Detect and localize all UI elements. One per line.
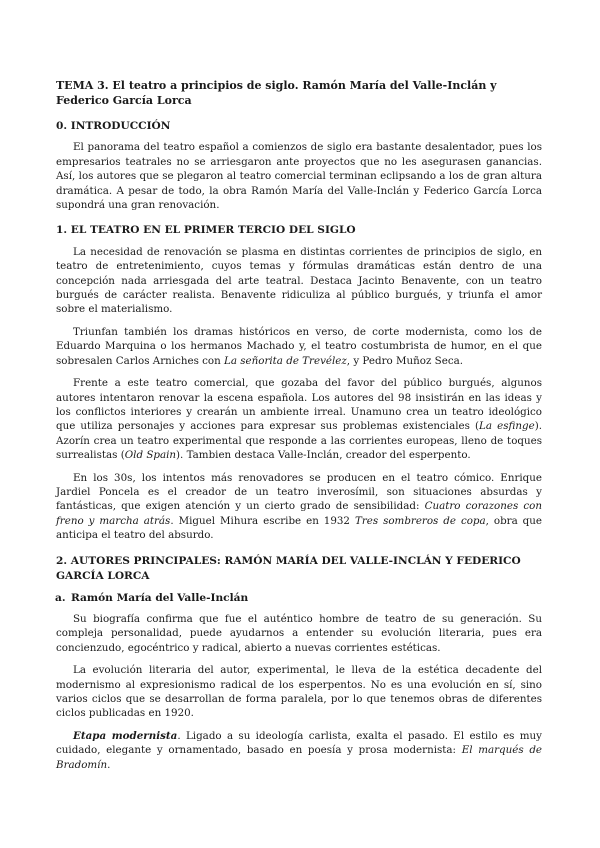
heading-introduccion: 0. INTRODUCCIÓN bbox=[56, 120, 171, 132]
text-span: . bbox=[107, 758, 111, 771]
list-letter: a. bbox=[55, 591, 66, 604]
text-span: . Miguel Mihura escribe en 1932 bbox=[170, 514, 355, 527]
paragraph-intro: El panorama del teatro español a comienzos de siglo era bastante desalentador, pues los empresarios teatrales no se arriesgaron ante proyectos que no les asegurasen ganancias. Así, los autores que se plegaron al teatro comercial terminan eclipsando a los de gran altura dramática. A pesar de todo, la obra Ramón María del Valle-Inclán y Federico García Lorca supondrá una gran renovación. bbox=[56, 141, 542, 212]
heading-teatro-primer-tercio: 1. EL TEATRO EN EL PRIMER TERCIO DEL SIGLO bbox=[56, 224, 356, 237]
work-title: La señorita de Trevélez bbox=[224, 354, 347, 367]
work-title: Old Spain bbox=[124, 449, 177, 462]
text-span: Frente a este teatro comercial, que gozaba del favor del público burgués, algunos autores intentaron renovar la escena española. Los autores del 98 insistirán en las ideas y los conflictos interiores y crearán un ambiente irreal. Unamuno crea un teatro ideológico que utiliza personajes y acciones para expresar sus problemas existenciales ( bbox=[56, 377, 542, 433]
paragraph-biografia: Su biografía confirma que fue el auténtico hombre de teatro de su generación. Su compleja personalidad, puede ayudarnos a entender su evolución literaria, pues era concienzudo, egocéntrico y radical, abierto a nuevas corrientes estéticas. bbox=[56, 612, 542, 654]
text-span: ). Azorín crea un teatro experimental que responde a las corrientes europeas, lleno de toques surrealistas ( bbox=[56, 420, 542, 462]
text-span: . Ligado a su ideología carlista, exalta el pasado. El estilo es muy cuidado, elegante y ornamentado, basado en poesía y prosa modernista: bbox=[56, 729, 542, 757]
stage-label: Etapa modernista bbox=[73, 729, 178, 742]
paragraph-etapa-modernista bbox=[56, 729, 542, 772]
paragraph-anos-30 bbox=[56, 471, 542, 543]
text-span: , y Pedro Muñoz Seca. bbox=[346, 354, 464, 367]
document-page bbox=[56, 78, 542, 780]
paragraph-dramas-historicos bbox=[56, 325, 542, 368]
text-span: , obra que anticipa el teatro del absurdo. bbox=[56, 514, 542, 542]
work-title: La esfinge bbox=[479, 420, 535, 433]
subheading-valle-inclan bbox=[56, 591, 542, 605]
work-title: Tres sombreros de copa bbox=[354, 514, 486, 527]
work-title: Cuatro corazones con freno y marcha atrás bbox=[56, 500, 542, 527]
subheading-text: Ramón María del Valle-Inclán bbox=[71, 591, 249, 604]
text-span: ). Tambien destaca Valle-Inclán, creador del esperpento. bbox=[176, 449, 471, 462]
text-span: En los 30s, los intentos más renovadores se producen en el teatro cómico. Enrique Jardiel Poncela es el creador de un teatro inverosímil, son situaciones absurdas y fantásticas, que exigen atención y un cierto grado de sensibilidad: bbox=[56, 471, 542, 513]
paragraph-renovacion: La necesidad de renovación se plasma en distintas corrientes de principios de siglo, en teatro de entretenimiento, cuyos temas y fórmulas dramáticas están dentro de una concepción nada arriesgada del arte teatral. Destaca Jacinto Benavente, con un teatro burgués de carácter realista. Benavente ridiculiza al público burgués, y triunfa el amor sobre el materialismo. bbox=[56, 245, 542, 316]
text-span: Triunfan también los dramas históricos en verso, de corte modernista, como los de Eduardo Marquina o los hermanos Machado y, el teatro costumbrista de humor, en el que sobresalen Carlos Arniches con bbox=[56, 325, 542, 367]
document-title: TEMA 3. El teatro a principios de siglo. Ramón María del Valle-Inclán y Federico García Lorca bbox=[56, 79, 497, 107]
work-title: El marqués de Bradomín bbox=[56, 744, 543, 771]
heading-autores-principales: 2. AUTORES PRINCIPALES: RAMÓN MARÍA DEL VALLE-INCLÁN Y FEDERICO GARCÍA LORCA bbox=[56, 554, 521, 582]
paragraph-evolucion: La evolución literaria del autor, experimental, le lleva de la estética decadente del modernismo al expresionismo radical de los esperpentos. No es una evolución en sí, sino varios ciclos que se desarrollan de forma paralela, por lo que tenemos obras de diferentes ciclos publicadas en 1920. bbox=[56, 664, 542, 720]
paragraph-teatro-comercial bbox=[56, 376, 542, 462]
